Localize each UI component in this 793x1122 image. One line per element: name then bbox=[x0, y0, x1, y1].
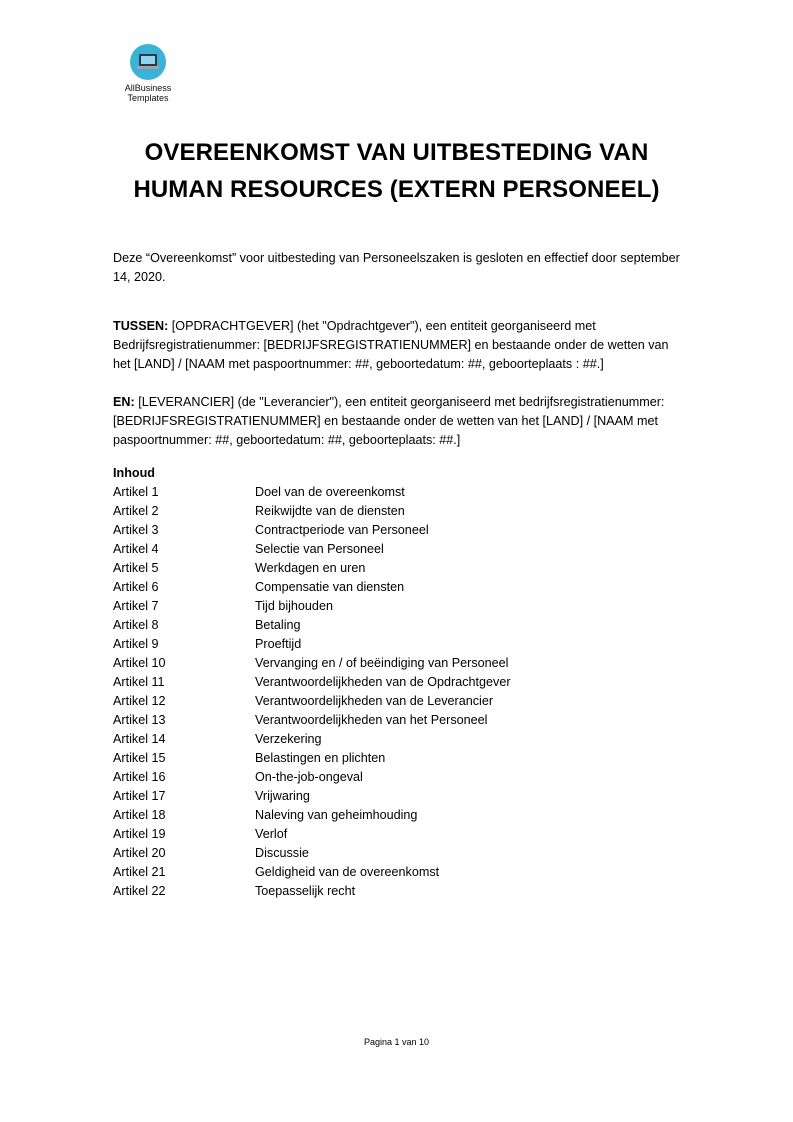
toc-item bbox=[113, 502, 511, 521]
toc-item bbox=[113, 692, 511, 711]
toc-heading: Inhoud bbox=[113, 466, 155, 480]
toc-item-title: On-the-job-ongeval bbox=[255, 770, 363, 784]
toc-item-number: Artikel 4 bbox=[113, 542, 159, 556]
toc-item-number: Artikel 12 bbox=[113, 694, 166, 708]
toc-item bbox=[113, 616, 511, 635]
toc-item-number: Artikel 9 bbox=[113, 637, 159, 651]
toc-item-number: Artikel 17 bbox=[113, 789, 166, 803]
toc-item-number: Artikel 21 bbox=[113, 865, 166, 879]
page-footer: Pagina 1 van 10 bbox=[363, 1037, 430, 1047]
toc-item-number: Artikel 11 bbox=[113, 675, 165, 689]
toc-item bbox=[113, 521, 511, 540]
toc-item-title: Verantwoordelijkheden van de Leverancier bbox=[255, 694, 494, 708]
toc-item bbox=[113, 825, 511, 844]
toc-item bbox=[113, 806, 511, 825]
toc-item-title: Selectie van Personeel bbox=[255, 542, 384, 556]
toc-item-title: Werkdagen en uren bbox=[255, 561, 366, 575]
toc-item-title: Proeftijd bbox=[255, 637, 302, 651]
toc-item-number: Artikel 20 bbox=[113, 846, 166, 860]
toc-item-number: Artikel 15 bbox=[113, 751, 166, 765]
toc-item-number: Artikel 8 bbox=[113, 618, 159, 632]
toc-item-number: Artikel 5 bbox=[113, 561, 159, 575]
toc-item-number: Artikel 14 bbox=[113, 732, 166, 746]
table-of-contents bbox=[113, 464, 511, 901]
toc-item-title: Verantwoordelijkheden van het Personeel bbox=[255, 713, 488, 727]
toc-item bbox=[113, 787, 511, 806]
toc-item bbox=[113, 578, 511, 597]
toc-item-number: Artikel 19 bbox=[113, 827, 166, 841]
toc-item-title: Vrijwaring bbox=[255, 789, 310, 803]
toc-item-number: Artikel 10 bbox=[113, 656, 166, 670]
toc-item bbox=[113, 730, 511, 749]
toc-item-title: Discussie bbox=[255, 846, 309, 860]
party-tussen-paragraph bbox=[113, 317, 683, 374]
toc-item bbox=[113, 768, 511, 787]
party-tussen-text: [OPDRACHTGEVER] (het "Opdrachtgever"), een entiteit georganiseerd met Bedrijfsregistratienummer: [BEDRIJFSREGISTRATIENUMMER] en bestaande onder de wetten van het [LAND] / [NAAM met paspoortnummer: ##, geboortedatum: ##, geboorteplaats : ##.] bbox=[113, 319, 669, 371]
toc-item-number: Artikel 18 bbox=[113, 808, 166, 822]
toc-item bbox=[113, 882, 511, 901]
toc-item-number: Artikel 3 bbox=[113, 523, 159, 537]
intro-paragraph: Deze “Overeenkomst” voor uitbesteding van Personeelszaken is gesloten en effectief door september 14, 2020. bbox=[113, 251, 680, 284]
toc-item bbox=[113, 483, 511, 502]
laptop-icon bbox=[130, 44, 166, 80]
toc-item bbox=[113, 844, 511, 863]
party-en-text: [LEVERANCIER] (de "Leverancier"), een entiteit georganiseerd met bedrijfsregistratienummer: [BEDRIJFSREGISTRATIENUMMER] en bestaande onder de wetten van het [LAND] / [NAAM met paspoortnummer: ##, geboortedatum: ##, geboorteplaats: ##.] bbox=[113, 395, 665, 447]
toc-item-title: Verzekering bbox=[255, 732, 322, 746]
toc-item-title: Compensatie van diensten bbox=[255, 580, 405, 594]
toc-item-number: Artikel 22 bbox=[113, 884, 166, 898]
toc-item-number: Artikel 1 bbox=[113, 485, 159, 499]
party-en-paragraph bbox=[113, 393, 683, 450]
toc-item-title: Reikwijdte van de diensten bbox=[255, 504, 405, 518]
logo-line-1: AllBusiness bbox=[124, 83, 172, 93]
toc-item-number: Artikel 6 bbox=[113, 580, 159, 594]
toc-item-title: Vervanging en / of beëindiging van Personeel bbox=[255, 656, 509, 670]
toc-item-title: Tijd bijhouden bbox=[255, 599, 333, 613]
logo-text bbox=[115, 83, 181, 103]
toc-item-title: Betaling bbox=[255, 618, 301, 632]
party-en-label: EN: bbox=[113, 395, 135, 409]
toc-item-title: Belastingen en plichten bbox=[255, 751, 386, 765]
title-line-1: OVEREENKOMST VAN UITBESTEDING VAN bbox=[144, 139, 649, 166]
toc-item-title: Verantwoordelijkheden van de Opdrachtgever bbox=[255, 675, 511, 689]
document-title bbox=[90, 134, 703, 208]
toc-item bbox=[113, 654, 511, 673]
toc-item-title: Geldigheid van de overeenkomst bbox=[255, 865, 440, 879]
toc-item-title: Verlof bbox=[255, 827, 288, 841]
toc-item bbox=[113, 559, 511, 578]
toc-item-number: Artikel 2 bbox=[113, 504, 159, 518]
toc-item-title: Doel van de overeenkomst bbox=[255, 485, 405, 499]
logo-line-2: Templates bbox=[127, 93, 169, 103]
toc-item-title: Toepasselijk recht bbox=[255, 884, 356, 898]
title-line-2: HUMAN RESOURCES (EXTERN PERSONEEL) bbox=[133, 176, 660, 203]
toc-item-number: Artikel 16 bbox=[113, 770, 166, 784]
toc-item bbox=[113, 597, 511, 616]
toc-item-title: Contractperiode van Personeel bbox=[255, 523, 429, 537]
toc-item bbox=[113, 673, 511, 692]
toc-item bbox=[113, 635, 511, 654]
toc-item bbox=[113, 711, 511, 730]
toc-list bbox=[113, 483, 511, 901]
toc-item bbox=[113, 863, 511, 882]
toc-item-number: Artikel 13 bbox=[113, 713, 166, 727]
party-tussen-label: TUSSEN: bbox=[113, 319, 169, 333]
toc-item bbox=[113, 540, 511, 559]
toc-item-title: Naleving van geheimhouding bbox=[255, 808, 418, 822]
toc-item-number: Artikel 7 bbox=[113, 599, 159, 613]
toc-item bbox=[113, 749, 511, 768]
company-logo bbox=[115, 44, 181, 103]
